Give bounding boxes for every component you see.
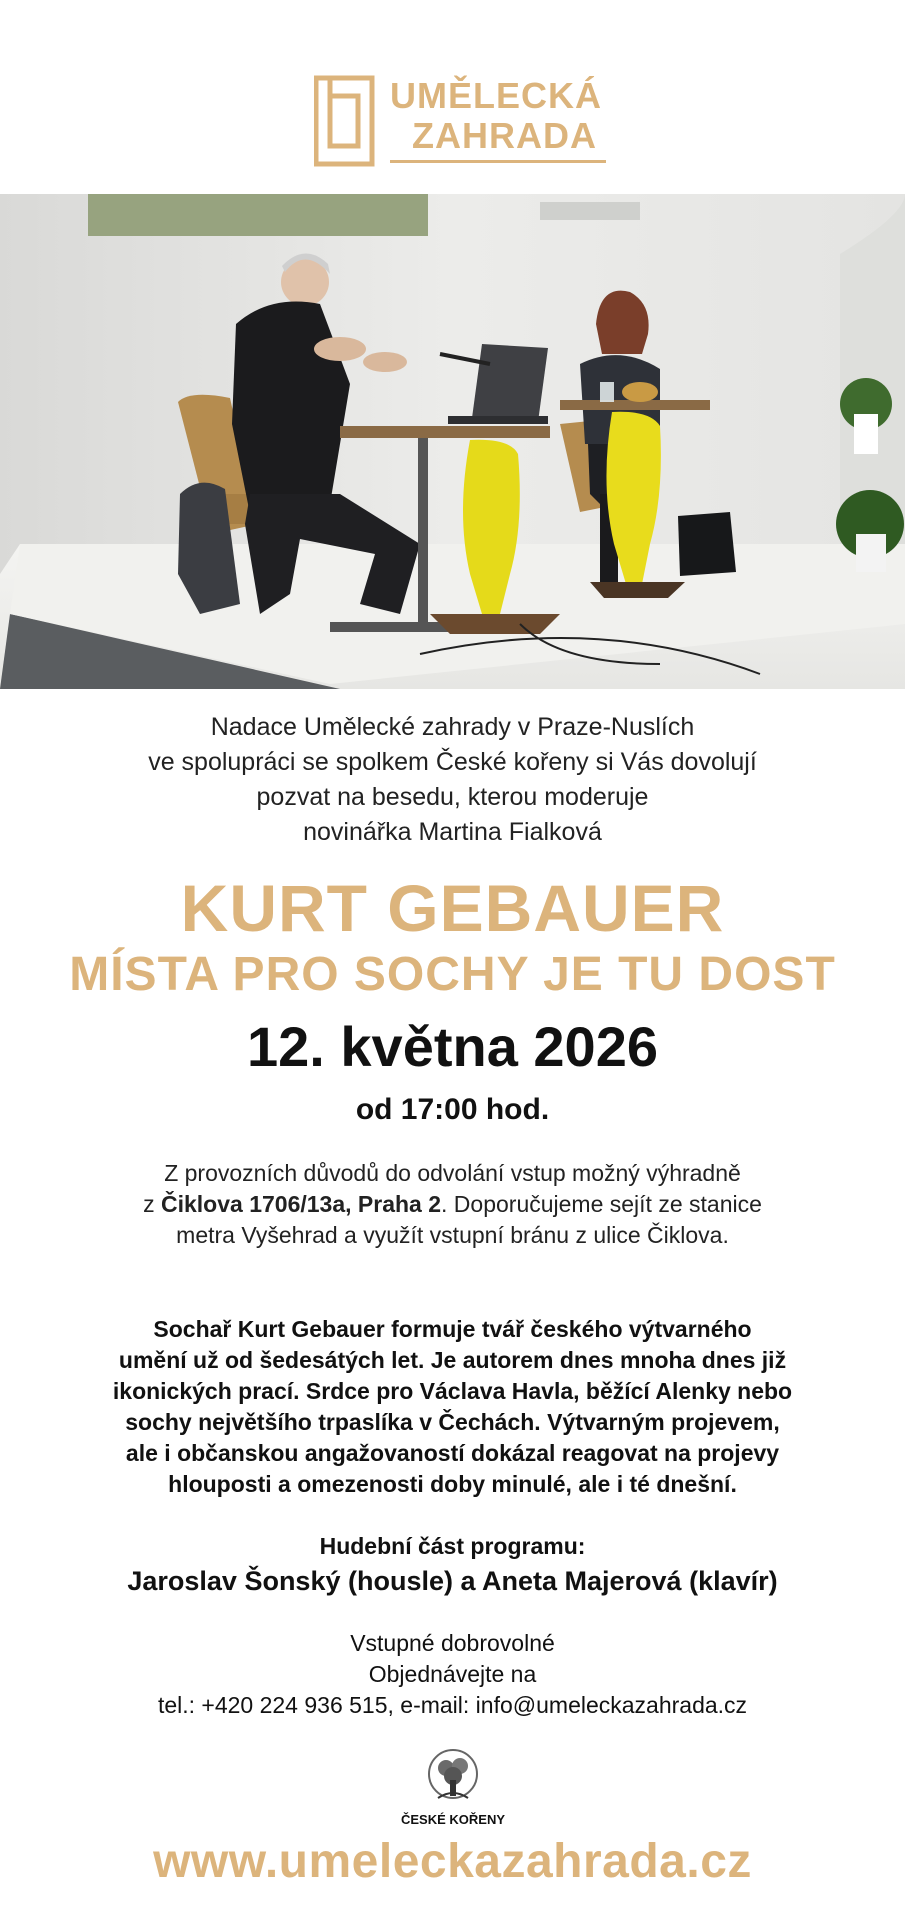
event-photo xyxy=(0,194,905,689)
event-photo-illustration xyxy=(0,194,905,689)
bio-line: ale i občanskou angažovaností dokázal reagovat na projevy xyxy=(125,1440,780,1466)
bio-line: umění už od šedesátých let. Je autorem dnes mnoha dnes již xyxy=(118,1347,787,1373)
access-info xyxy=(0,1158,905,1251)
artist-bio xyxy=(0,1314,905,1500)
music-performers: Jaroslav Šonský (housle) a Aneta Majerová (klavír) xyxy=(127,1566,778,1596)
access-address: Čiklova 1706/13a, Praha 2 xyxy=(160,1191,442,1217)
ceske-koreny-logo xyxy=(394,1744,512,1828)
intro-line: ve spolupráci se spolkem České kořeny si Vás dovolují xyxy=(148,748,757,776)
intro-text xyxy=(0,710,905,850)
event-title: KURT GEBAUER xyxy=(180,871,725,945)
access-line-3: metra Vyšehrad a využít vstupní bránu z ulice Čiklova. xyxy=(176,1222,729,1248)
access-line-2-prefix: z xyxy=(143,1191,161,1217)
bio-line: hlouposti a omezenosti doby minulé, ale i té dnešní. xyxy=(168,1471,737,1497)
intro-line: Nadace Umělecké zahrady v Praze-Nuslích xyxy=(210,713,695,741)
logo-wordmark xyxy=(390,76,602,156)
logo-rule xyxy=(390,160,606,163)
bio-line: Sochař Kurt Gebauer formuje tvář českého výtvarného xyxy=(153,1316,752,1342)
logo-line-2: ZAHRADA xyxy=(412,115,597,156)
event-time: od 17:00 hod. xyxy=(355,1093,550,1126)
intro-line: pozvat na besedu, kterou moderuje xyxy=(256,783,649,811)
logo xyxy=(314,74,604,168)
contact-line-1: Vstupné dobrovolné xyxy=(350,1630,555,1656)
partner-label: ČESKÉ KOŘENY xyxy=(400,1812,506,1827)
contact-line-2: Objednávejte na xyxy=(368,1661,537,1687)
music-heading: Hudební část programu: xyxy=(319,1533,586,1559)
logo-line-1: UMĚLECKÁ xyxy=(390,75,602,116)
website-link[interactable]: www.umeleckazahrada.cz xyxy=(153,1835,752,1888)
event-subtitle: MÍSTA PRO SOCHY JE TU DOST xyxy=(69,948,836,1001)
event-date: 12. května 2026 xyxy=(247,1015,658,1078)
intro-line: novinářka Martina Fialková xyxy=(303,818,602,846)
access-line-2-suffix: . Doporučujeme sejít ze stanice xyxy=(441,1191,762,1217)
bio-line: ikonických prací. Srdce pro Václava Havla, běžící Alenky nebo xyxy=(112,1378,793,1404)
access-line-2 xyxy=(0,1189,905,1220)
contact-info xyxy=(0,1628,905,1721)
bio-line: sochy největšího trpaslíka v Čechách. Výtvarným projevem, xyxy=(125,1409,780,1435)
contact-line-3: tel.: +420 224 936 515, e-mail: info@umeleckazahrada.cz xyxy=(157,1692,748,1718)
logo-mark-icon xyxy=(314,74,376,168)
access-line-1: Z provozních důvodů do odvolání vstup možný výhradně xyxy=(164,1160,741,1186)
